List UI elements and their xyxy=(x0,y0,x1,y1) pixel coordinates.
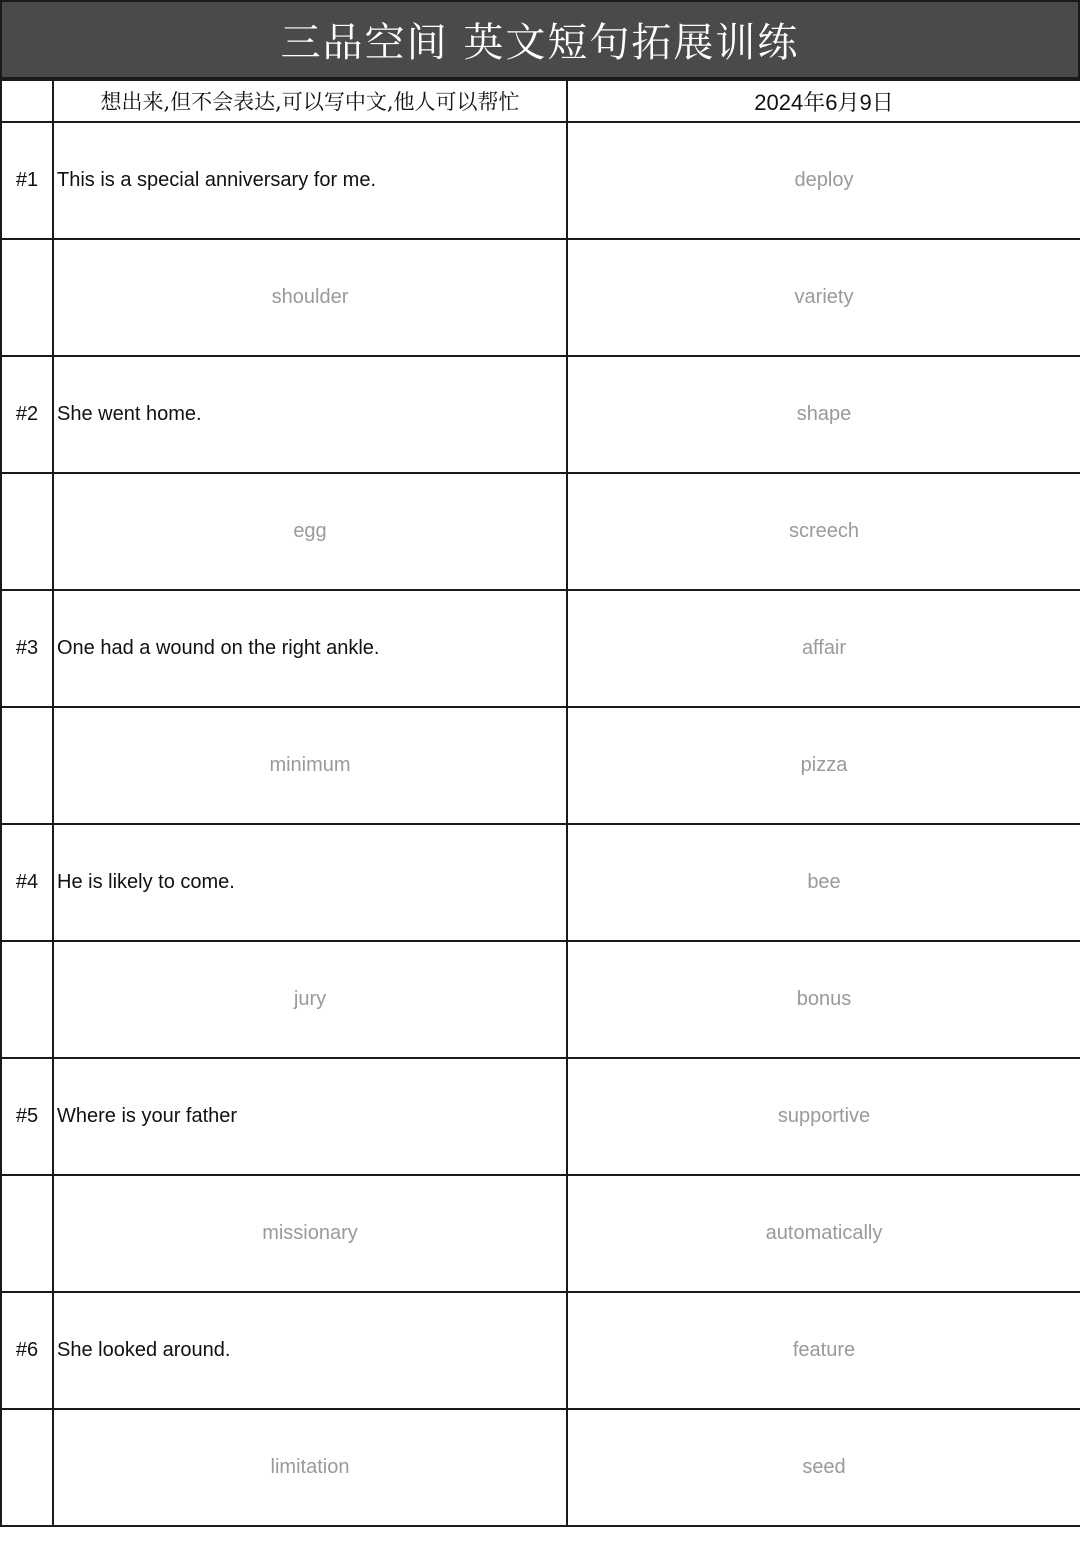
word-row xyxy=(1,1409,1080,1526)
row-number xyxy=(1,1409,53,1526)
sentence-row xyxy=(1,1058,1080,1175)
vocab-word-cell[interactable]: missionary xyxy=(53,1175,567,1292)
sentence-row xyxy=(1,1292,1080,1409)
instruction-hint: 想出来,但不会表达,可以写中文,他人可以帮忙 xyxy=(53,80,567,122)
row-number xyxy=(1,1175,53,1292)
worksheet-title: 三品空间 英文短句拓展训练 xyxy=(0,0,1080,79)
vocab-word-cell[interactable]: supportive xyxy=(567,1058,1080,1175)
row-number xyxy=(1,941,53,1058)
row-number: #5 xyxy=(1,1058,53,1175)
word-row xyxy=(1,239,1080,356)
vocab-word-cell[interactable]: variety xyxy=(567,239,1080,356)
vocab-word-cell[interactable]: jury xyxy=(53,941,567,1058)
sentence-cell[interactable]: She went home. xyxy=(53,356,567,473)
sentence-row xyxy=(1,356,1080,473)
row-number xyxy=(1,707,53,824)
vocab-word-cell[interactable]: egg xyxy=(53,473,567,590)
vocab-word-cell[interactable]: deploy xyxy=(567,122,1080,239)
vocab-word-cell[interactable]: feature xyxy=(567,1292,1080,1409)
vocab-word-cell[interactable]: affair xyxy=(567,590,1080,707)
word-row xyxy=(1,473,1080,590)
vocab-word-cell[interactable]: shoulder xyxy=(53,239,567,356)
sentence-cell[interactable]: He is likely to come. xyxy=(53,824,567,941)
vocab-word-cell[interactable]: automatically xyxy=(567,1175,1080,1292)
exercise-table xyxy=(0,79,1080,1527)
row-number: #1 xyxy=(1,122,53,239)
header-number-cell xyxy=(1,80,53,122)
header-row xyxy=(1,80,1080,122)
row-number: #4 xyxy=(1,824,53,941)
vocab-word-cell[interactable]: seed xyxy=(567,1409,1080,1526)
word-row xyxy=(1,941,1080,1058)
sentence-cell[interactable]: She looked around. xyxy=(53,1292,567,1409)
sentence-row xyxy=(1,122,1080,239)
vocab-word-cell[interactable]: minimum xyxy=(53,707,567,824)
row-number: #3 xyxy=(1,590,53,707)
date-cell: 2024年6月9日 xyxy=(567,80,1080,122)
vocab-word-cell[interactable]: bonus xyxy=(567,941,1080,1058)
word-row xyxy=(1,707,1080,824)
vocab-word-cell[interactable]: limitation xyxy=(53,1409,567,1526)
vocab-word-cell[interactable]: pizza xyxy=(567,707,1080,824)
sentence-cell[interactable]: This is a special anniversary for me. xyxy=(53,122,567,239)
row-number: #2 xyxy=(1,356,53,473)
sentence-cell[interactable]: Where is your father xyxy=(53,1058,567,1175)
vocab-word-cell[interactable]: shape xyxy=(567,356,1080,473)
vocab-word-cell[interactable]: bee xyxy=(567,824,1080,941)
word-row xyxy=(1,1175,1080,1292)
sentence-row xyxy=(1,824,1080,941)
row-number: #6 xyxy=(1,1292,53,1409)
row-number xyxy=(1,473,53,590)
row-number xyxy=(1,239,53,356)
sentence-cell[interactable]: One had a wound on the right ankle. xyxy=(53,590,567,707)
vocab-word-cell[interactable]: screech xyxy=(567,473,1080,590)
sentence-row xyxy=(1,590,1080,707)
